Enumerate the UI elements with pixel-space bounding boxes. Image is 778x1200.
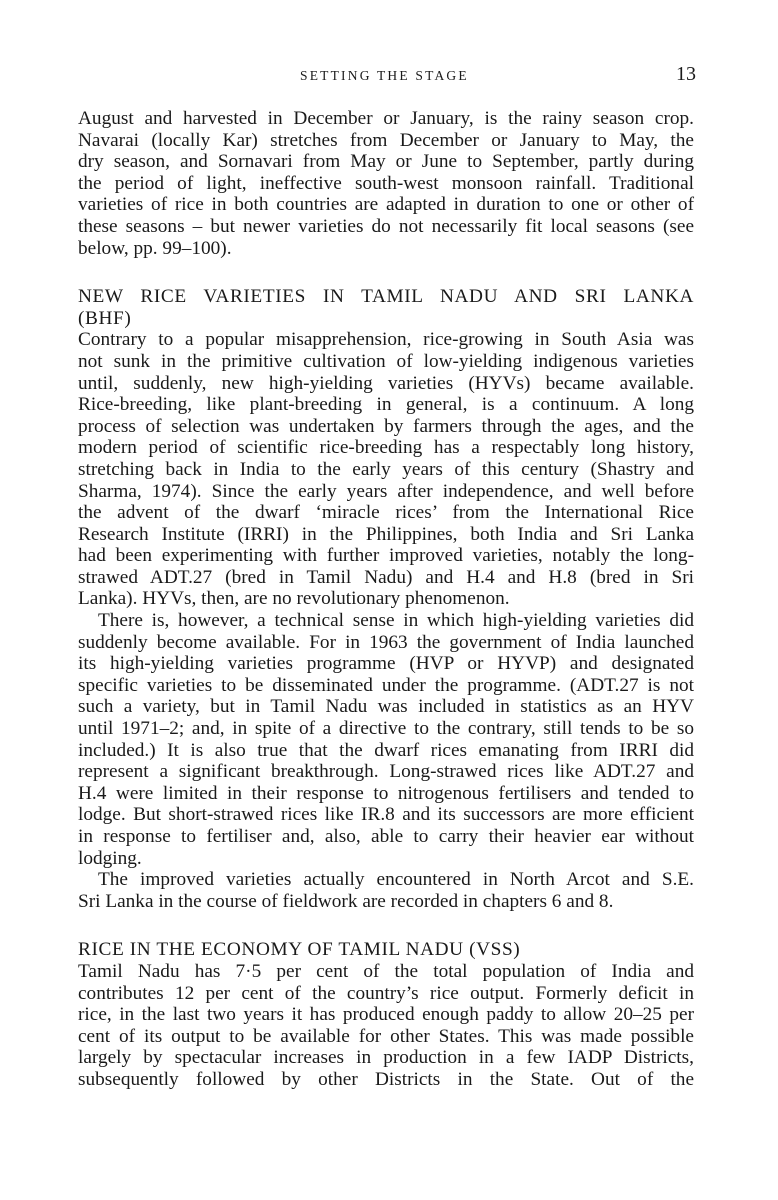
text-line: until 1971–2; and, in spite of a directive to the contrary, still tends to be so (78, 718, 694, 740)
text-line: The improved varieties actually encountered in North Arcot and S.E. (98, 869, 694, 891)
section-heading: RICE IN THE ECONOMY OF TAMIL NADU (VSS) (78, 939, 521, 961)
section-heading-attribution: (BHF) (78, 307, 132, 329)
text-line: had been experimenting with further improved varieties, notably the long- (78, 545, 694, 567)
text-line: stretching back in India to the early years of this century (Shastry and (78, 458, 694, 480)
text-line: included.) It is also true that the dwarf rices emanating from IRRI did (78, 739, 694, 761)
body-text (78, 108, 694, 1091)
text-line: strawed ADT.27 (bred in Tamil Nadu) and H.4 and H.8 (bred in Sri (78, 566, 694, 588)
text-line: largely by spectacular increases in production in a few IADP Districts, (78, 1047, 694, 1069)
text-line: modern period of scientific rice-breeding has a respectably long history, (78, 437, 694, 459)
text-line: in response to fertiliser and, also, able to carry their heavier ear without (78, 826, 694, 847)
text-line: Contrary to a popular misapprehension, rice-growing in South Asia was (78, 329, 694, 351)
text-line: below, pp. 99–100). (78, 237, 232, 259)
text-line: suddenly become available. For in 1963 the government of India launched (78, 631, 694, 653)
text-line: dry season, and Sornavari from May or June to September, partly during (78, 151, 694, 173)
text-line: specific varieties to be disseminated under the programme. (ADT.27 is not (78, 674, 694, 696)
text-line: represent a significant breakthrough. Long-strawed rices like ADT.27 and (78, 761, 694, 783)
text-line: Navarai (locally Kar) stretches from December or January to May, the (78, 129, 694, 151)
text-line: until, suddenly, new high-yielding varieties (HYVs) became available. (78, 372, 694, 394)
text-line: lodging. (78, 847, 142, 869)
text-line: H.4 were limited in their response to nitrogenous fertilisers and tended to (78, 782, 694, 804)
text-line: Rice-breeding, like plant-breeding in general, is a continuum. A long (78, 394, 694, 416)
text-line: such a variety, but in Tamil Nadu was included in statistics as an HYV (78, 696, 694, 718)
paragraph-continued (78, 108, 694, 259)
text-line: Research Institute (IRRI) in the Philippines, both India and Sri Lanka (78, 523, 694, 545)
text-line: contributes 12 per cent of the country’s rice output. Formerly deficit in (78, 982, 694, 1004)
text-line: rice, in the last two years it has produced enough paddy to allow 20–25 per (78, 1004, 694, 1026)
text-line: the advent of the dwarf ‘miracle rices’ from the International Rice (78, 502, 694, 524)
text-line: these seasons – but newer varieties do not necessarily fit local seasons (see (78, 215, 694, 237)
text-line: Lanka). HYVs, then, are no revolutionary phenomenon. (78, 588, 510, 610)
running-head: SETTING THE STAGE (300, 68, 469, 83)
text-line: not sunk in the primitive cultivation of low-yielding indigenous varieties (78, 350, 694, 372)
section-gap (78, 259, 694, 286)
text-line: lodge. But short-strawed rices like IR.8 and its successors are more efficient (78, 804, 694, 826)
text-line: its high-yielding varieties programme (HVP or HYVP) and designated (78, 653, 694, 675)
section-new-rice-varieties (78, 286, 694, 610)
text-line: August and harvested in December or January, is the rainy season crop. (78, 108, 694, 129)
paragraph-hvp (78, 610, 694, 869)
text-line: cent of its output to be available for other States. This was made possible (78, 1025, 694, 1047)
text-line: There is, however, a technical sense in which high-yielding varieties did (98, 610, 694, 632)
page-number: 13 (676, 63, 696, 85)
section-rice-economy (78, 939, 694, 1090)
text-line: Sharma, 1974). Since the early years after independence, and well before (78, 480, 694, 502)
paragraph-fieldwork (78, 869, 694, 912)
section-gap (78, 912, 694, 939)
text-line: varieties of rice in both countries are adapted in duration to one or other of (78, 194, 694, 216)
text-line: the period of light, ineffective south-west monsoon rainfall. Traditional (78, 172, 694, 194)
text-line: process of selection was undertaken by farmers through the ages, and the (78, 415, 694, 437)
section-heading: NEW RICE VARIETIES IN TAMIL NADU AND SRI LANKA (78, 286, 694, 308)
text-line: Tamil Nadu has 7·5 per cent of the total population of India and (78, 960, 694, 982)
text-line: subsequently followed by other Districts in the State. Out of the (78, 1068, 694, 1090)
text-line: Sri Lanka in the course of fieldwork are recorded in chapters 6 and 8. (78, 890, 614, 912)
